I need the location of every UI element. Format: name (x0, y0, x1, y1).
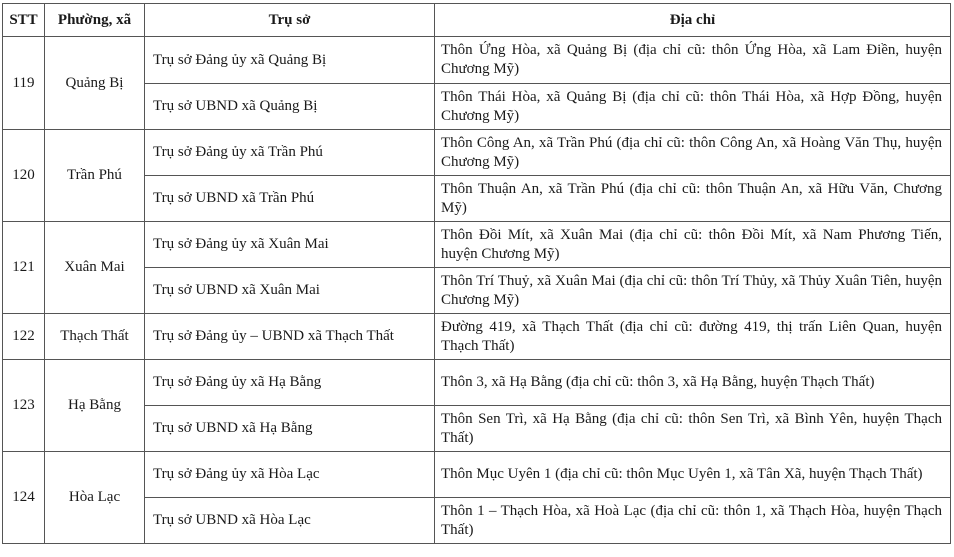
table-row (3, 360, 951, 406)
row-office: Trụ sở Đảng ủy – UBND xã Thạch Thất (145, 314, 435, 360)
table-row (3, 130, 951, 176)
row-address: Thôn Đồi Mít, xã Xuân Mai (địa chỉ cũ: thôn Đồi Mít, xã Nam Phương Tiến, huyện Chương Mỹ) (435, 222, 951, 268)
row-address: Thôn Trí Thuỷ, xã Xuân Mai (địa chỉ cũ: thôn Trí Thủy, xã Thủy Xuân Tiên, huyện Chương Mỹ) (435, 268, 951, 314)
row-office: Trụ sở Đảng ủy xã Xuân Mai (145, 222, 435, 268)
row-address: Thôn Công An, xã Trần Phú (địa chỉ cũ: thôn Công An, xã Hoàng Văn Thụ, huyện Chương Mỹ) (435, 130, 951, 176)
table-row (3, 314, 951, 360)
row-stt: 123 (3, 360, 45, 452)
header-row (3, 4, 951, 37)
headquarters-table (2, 3, 951, 544)
row-stt: 121 (3, 222, 45, 314)
row-address: Thôn Mục Uyên 1 (địa chỉ cũ: thôn Mục Uyên 1, xã Tân Xã, huyện Thạch Thất) (435, 452, 951, 498)
row-office: Trụ sở UBND xã Hòa Lạc (145, 498, 435, 544)
row-address: Thôn 3, xã Hạ Bằng (địa chỉ cũ: thôn 3, xã Hạ Bằng, huyện Thạch Thất) (435, 360, 951, 406)
row-stt: 119 (3, 37, 45, 130)
row-office: Trụ sở Đảng ủy xã Quảng Bị (145, 37, 435, 84)
row-stt: 120 (3, 130, 45, 222)
row-address: Thôn Ứng Hòa, xã Quảng Bị (địa chỉ cũ: thôn Ứng Hòa, xã Lam Điền, huyện Chương Mỹ) (435, 37, 951, 84)
row-stt: 122 (3, 314, 45, 360)
row-office: Trụ sở Đảng ủy xã Hạ Bằng (145, 360, 435, 406)
row-office: Trụ sở UBND xã Xuân Mai (145, 268, 435, 314)
table-row (3, 176, 951, 222)
row-address: Thôn Sen Trì, xã Hạ Bằng (địa chỉ cũ: thôn Sen Trì, xã Bình Yên, huyện Thạch Thất) (435, 406, 951, 452)
row-ward: Xuân Mai (45, 222, 145, 314)
row-stt: 124 (3, 452, 45, 544)
row-address: Thôn Thái Hòa, xã Quảng Bị (địa chỉ cũ: thôn Thái Hòa, xã Hợp Đồng, huyện Chương Mỹ) (435, 84, 951, 130)
row-address: Đường 419, xã Thạch Thất (địa chỉ cũ: đường 419, thị trấn Liên Quan, huyện Thạch Thất) (435, 314, 951, 360)
row-address: Thôn 1 – Thạch Hòa, xã Hoà Lạc (địa chỉ cũ: thôn 1, xã Thạch Hòa, huyện Thạch Thất) (435, 498, 951, 544)
row-office: Trụ sở Đảng ủy xã Hòa Lạc (145, 452, 435, 498)
document-sheet (2, 3, 950, 544)
table-row (3, 452, 951, 498)
table-row (3, 222, 951, 268)
header-office: Trụ sở (145, 4, 435, 37)
table-row (3, 37, 951, 84)
row-ward: Hòa Lạc (45, 452, 145, 544)
row-ward: Thạch Thất (45, 314, 145, 360)
row-office: Trụ sở UBND xã Hạ Bằng (145, 406, 435, 452)
table-row (3, 498, 951, 544)
row-office: Trụ sở Đảng ủy xã Trần Phú (145, 130, 435, 176)
row-office: Trụ sở UBND xã Trần Phú (145, 176, 435, 222)
table-row (3, 406, 951, 452)
row-office: Trụ sở UBND xã Quảng Bị (145, 84, 435, 130)
header-ward: Phường, xã (45, 4, 145, 37)
row-ward: Trần Phú (45, 130, 145, 222)
table-row (3, 268, 951, 314)
table-row (3, 84, 951, 130)
row-ward: Quảng Bị (45, 37, 145, 130)
row-ward: Hạ Bằng (45, 360, 145, 452)
header-stt: STT (3, 4, 45, 37)
header-address: Địa chỉ (435, 4, 951, 37)
row-address: Thôn Thuận An, xã Trần Phú (địa chỉ cũ: thôn Thuận An, xã Hữu Văn, Chương Mỹ) (435, 176, 951, 222)
